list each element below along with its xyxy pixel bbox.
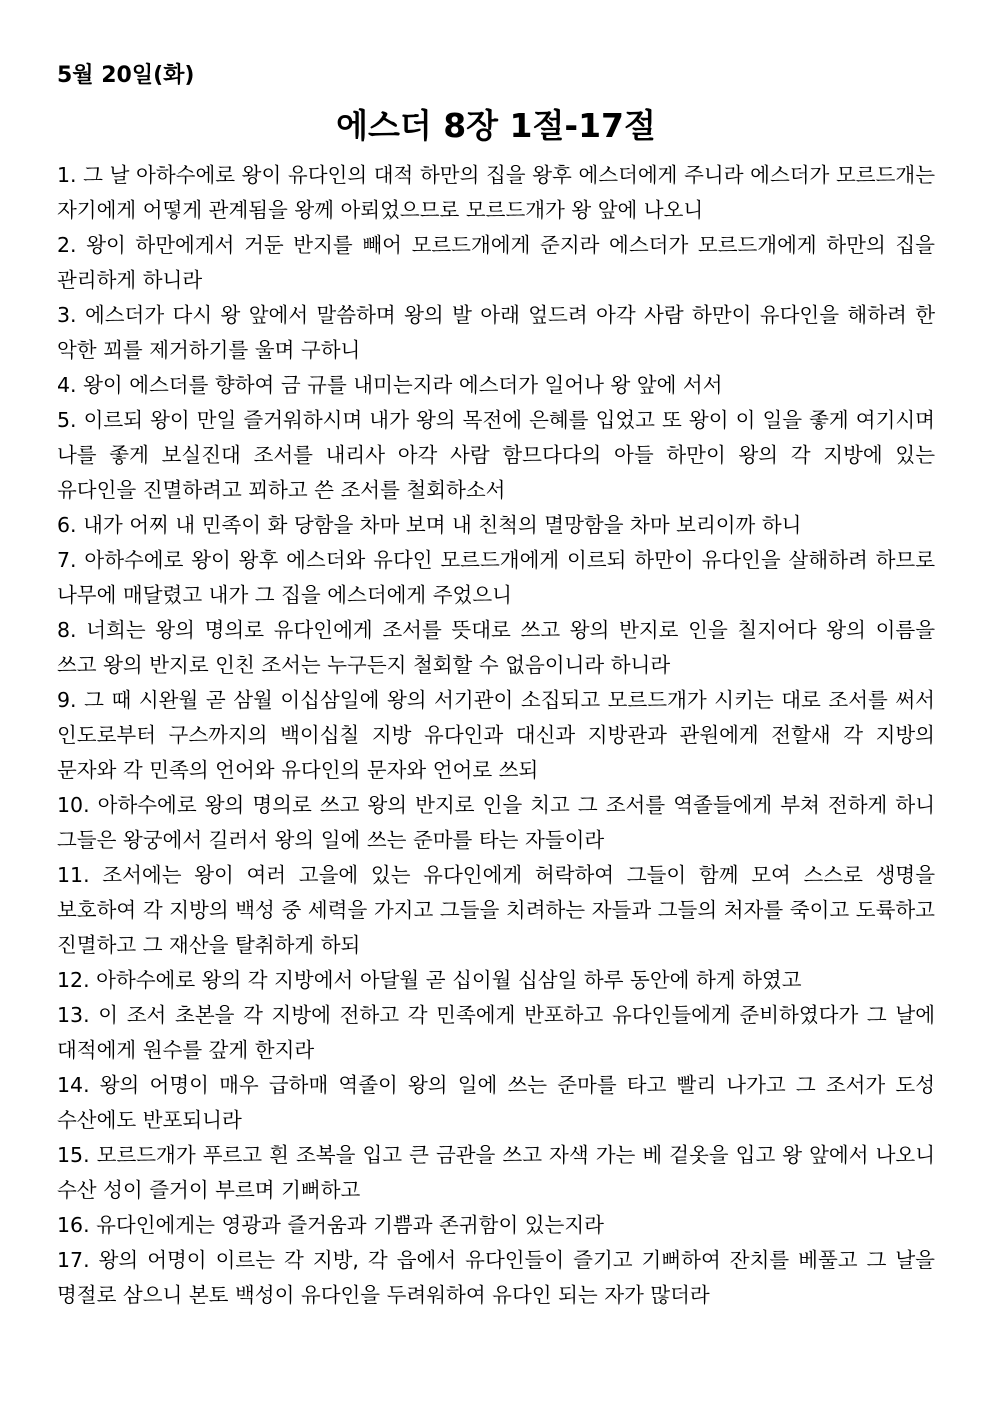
verse-15: 15. 모르드개가 푸르고 흰 조복을 입고 큰 금관을 쓰고 자색 가는 베 겉옷을 입고 왕 앞에서 나오니 수산 성이 즐거이 부르며 기뻐하고 bbox=[57, 1143, 935, 1202]
date-heading: 5월 20일(화) bbox=[57, 63, 195, 88]
verse-8: 8. 너희는 왕의 명의로 유다인에게 조서를 뜻대로 쓰고 왕의 반지로 인을 칠지어다 왕의 이름을 쓰고 왕의 반지로 인친 조서는 누구든지 철회할 수 없음이니라 하니라 bbox=[57, 618, 935, 677]
verse-12: 12. 아하수에로 왕의 각 지방에서 아달월 곧 십이월 십삼일 하루 동안에 하게 하였고 bbox=[57, 968, 802, 992]
verse-16: 16. 유다인에게는 영광과 즐거움과 기쁨과 존귀함이 있는지라 bbox=[57, 1213, 604, 1237]
verse-10: 10. 아하수에로 왕의 명의로 쓰고 왕의 반지로 인을 치고 그 조서를 역졸들에게 부쳐 전하게 하니 그들은 왕궁에서 길러서 왕의 일에 쓰는 준마를 타는 자들이라 bbox=[57, 793, 935, 852]
verse-9: 9. 그 때 시완월 곧 삼월 이십삼일에 왕의 서기관이 소집되고 모르드개가 시키는 대로 조서를 써서 인도로부터 구스까지의 백이십칠 지방 유다인과 대신과 지방관과 관원에게 전할새 각 지방의 문자와 각 민족의 언어와 유다인의 문자와 언어로 쓰되 bbox=[57, 688, 935, 782]
verse-14: 14. 왕의 어명이 매우 급하매 역졸이 왕의 일에 쓰는 준마를 타고 빨리 나가고 그 조서가 도성 수산에도 반포되니라 bbox=[57, 1073, 935, 1132]
verse-3: 3. 에스더가 다시 왕 앞에서 말씀하며 왕의 발 아래 엎드려 아각 사람 하만이 유다인을 해하려 한 악한 꾀를 제거하기를 울며 구하니 bbox=[57, 303, 935, 362]
verse-7: 7. 아하수에로 왕이 왕후 에스더와 유다인 모르드개에게 이르되 하만이 유다인을 살해하려 하므로 나무에 매달렸고 내가 그 집을 에스더에게 주었으니 bbox=[57, 548, 935, 607]
verse-13: 13. 이 조서 초본을 각 지방에 전하고 각 민족에게 반포하고 유다인들에게 준비하였다가 그 날에 대적에게 원수를 갚게 한지라 bbox=[57, 1003, 935, 1062]
verse-2: 2. 왕이 하만에게서 거둔 반지를 빼어 모르드개에게 준지라 에스더가 모르드개에게 하만의 집을 관리하게 하니라 bbox=[57, 233, 935, 292]
verse-4: 4. 왕이 에스더를 향하여 금 규를 내미는지라 에스더가 일어나 왕 앞에 서서 bbox=[57, 373, 723, 397]
verse-1: 1. 그 날 아하수에로 왕이 유다인의 대적 하만의 집을 왕후 에스더에게 주니라 에스더가 모르드개는 자기에게 어떻게 관계됨을 왕께 아뢰었으므로 모르드개가 왕 앞에 나오니 bbox=[57, 163, 935, 222]
verse-list bbox=[57, 158, 935, 1313]
verse-5: 5. 이르되 왕이 만일 즐거워하시며 내가 왕의 목전에 은혜를 입었고 또 왕이 이 일을 좋게 여기시며 나를 좋게 보실진대 조서를 내리사 아각 사람 함므다다의 아들 하만이 왕의 각 지방에 있는 유다인을 진멸하려고 꾀하고 쓴 조서를 철회하소서 bbox=[57, 408, 935, 502]
verse-11: 11. 조서에는 왕이 여러 고을에 있는 유다인에게 허락하여 그들이 함께 모여 스스로 생명을 보호하여 각 지방의 백성 중 세력을 가지고 그들을 치려하는 자들과 그들의 처자를 죽이고 도륙하고 진멸하고 그 재산을 탈취하게 하되 bbox=[57, 863, 935, 957]
verse-6: 6. 내가 어찌 내 민족이 화 당함을 차마 보며 내 친척의 멸망함을 차마 보리이까 하니 bbox=[57, 513, 802, 537]
page-title: 에스더 8장 1절-17절 bbox=[336, 106, 656, 145]
verse-17: 17. 왕의 어명이 이르는 각 지방, 각 읍에서 유다인들이 즐기고 기뻐하여 잔치를 베풀고 그 날을 명절로 삼으니 본토 백성이 유다인을 두려워하여 유다인 되는 자가 많더라 bbox=[57, 1248, 935, 1307]
